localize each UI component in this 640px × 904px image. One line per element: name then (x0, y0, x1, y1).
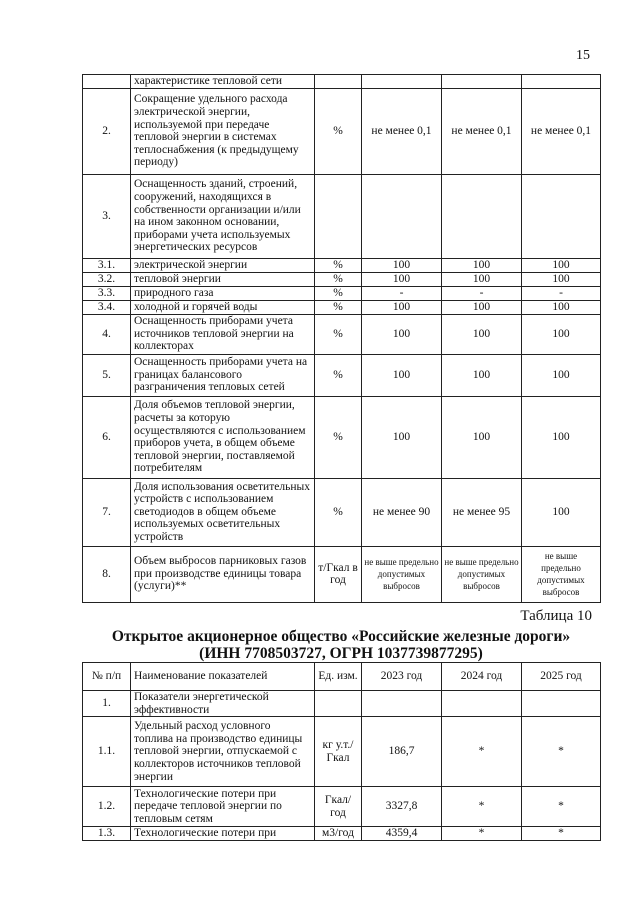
indicator-name-cell: Сокращение удельного расхода электрической энергии, используемой при передаче тепловой энергии в системах теплоснабжения (к предыдущему периоду) (131, 88, 315, 174)
indicator-name-cell: характеристике тепловой сети (131, 75, 315, 89)
table-row (83, 75, 601, 89)
table-row (83, 174, 601, 258)
row-number-cell: 5. (83, 354, 131, 396)
unit-cell (315, 691, 362, 717)
value-2024-cell: 100 (442, 272, 522, 286)
value-2024-cell: - (442, 286, 522, 300)
row-number-cell: 3.3. (83, 286, 131, 300)
row-number-cell: 3. (83, 174, 131, 258)
value-2023-cell (362, 691, 442, 717)
value-2025-cell: 100 (522, 354, 601, 396)
row-number-cell: 3.2. (83, 272, 131, 286)
table-row (83, 272, 601, 286)
row-number-cell: 1.1. (83, 717, 131, 787)
table-row (83, 88, 601, 174)
indicator-name-cell: Оснащенность приборами учета источников тепловой энергии на коллекторах (131, 314, 315, 354)
unit-cell: Гкал/ год (315, 787, 362, 827)
value-2024-cell: 100 (442, 396, 522, 478)
unit-cell: кг у.т./ Гкал (315, 717, 362, 787)
unit-cell: т/Гкал в год (315, 546, 362, 602)
indicator-name-cell: Удельный расход условного топлива на производство единицы тепловой энергии, отпускаемой с коллекторов источников тепловой энергии (131, 717, 315, 787)
value-2024-cell: * (442, 787, 522, 827)
indicator-name-cell: Оснащенность приборами учета на границах балансового разграничения тепловых сетей (131, 354, 315, 396)
value-2023-cell: не выше предельно допустимых выбросов (362, 546, 442, 602)
unit-cell: % (315, 314, 362, 354)
value-2025-cell: * (522, 717, 601, 787)
value-2023-cell: 2023 год (362, 663, 442, 691)
value-2023-cell: 100 (362, 258, 442, 272)
table-row (83, 258, 601, 272)
unit-cell: м3/год (315, 827, 362, 841)
table-row (83, 314, 601, 354)
value-2023-cell: не менее 90 (362, 478, 442, 546)
indicator-name-cell: холодной и горячей воды (131, 300, 315, 314)
value-2024-cell: * (442, 717, 522, 787)
value-2025-cell (522, 75, 601, 89)
indicator-name-cell: Показатели энергетической эффективности (131, 691, 315, 717)
value-2023-cell (362, 174, 442, 258)
value-2024-cell: 100 (442, 300, 522, 314)
table-row (83, 787, 601, 827)
indicator-name-cell: Наименование показателей (131, 663, 315, 691)
value-2025-cell: 100 (522, 478, 601, 546)
table-row (83, 717, 601, 787)
value-2024-cell: * (442, 827, 522, 841)
unit-cell (315, 174, 362, 258)
row-number-cell: 3.1. (83, 258, 131, 272)
indicator-name-cell: Объем выбросов парниковых газов при производстве единицы товара (услуги)** (131, 546, 315, 602)
table-row (83, 546, 601, 602)
value-2023-cell: 4359,4 (362, 827, 442, 841)
unit-cell: % (315, 258, 362, 272)
value-2024-cell: не выше предельно допустимых выбросов (442, 546, 522, 602)
table-caption: Таблица 10 (520, 608, 592, 624)
row-number-cell: № п/п (83, 663, 131, 691)
value-2025-cell: не менее 0,1 (522, 88, 601, 174)
unit-cell: % (315, 88, 362, 174)
value-2025-cell: * (522, 787, 601, 827)
value-2023-cell: - (362, 286, 442, 300)
value-2023-cell: не менее 0,1 (362, 88, 442, 174)
row-number-cell: 8. (83, 546, 131, 602)
organization-ids: (ИНН 7708503727, ОГРН 1037739877295) (199, 645, 483, 662)
value-2024-cell (442, 174, 522, 258)
value-2025-cell: 100 (522, 396, 601, 478)
indicators-table-continued (82, 74, 601, 603)
indicator-name-cell: природного газа (131, 286, 315, 300)
value-2024-cell: 100 (442, 314, 522, 354)
unit-cell: % (315, 272, 362, 286)
value-2024-cell (442, 691, 522, 717)
organization-title: Открытое акционерное общество «Российские железные дороги» (111, 628, 571, 645)
value-2025-cell: 100 (522, 300, 601, 314)
indicator-name-cell: Оснащенность зданий, строений, сооружений, находящихся в собственности организации и/или на ином законном основании, приборами учета используемых энергетических ресурсов (131, 174, 315, 258)
indicator-name-cell: электрической энергии (131, 258, 315, 272)
indicator-name-cell: Технологические потери при (131, 827, 315, 841)
table-row (83, 478, 601, 546)
value-2025-cell: 2025 год (522, 663, 601, 691)
unit-cell: % (315, 286, 362, 300)
table-row (83, 354, 601, 396)
value-2025-cell: не выше предельно допустимых выбросов (522, 546, 601, 602)
value-2025-cell (522, 174, 601, 258)
table-row (83, 286, 601, 300)
row-number-cell: 6. (83, 396, 131, 478)
table-row (83, 691, 601, 717)
value-2023-cell (362, 75, 442, 89)
value-2024-cell: не менее 0,1 (442, 88, 522, 174)
value-2023-cell: 186,7 (362, 717, 442, 787)
row-number-cell: 1. (83, 691, 131, 717)
unit-cell: % (315, 396, 362, 478)
row-number-cell: 1.3. (83, 827, 131, 841)
value-2023-cell: 100 (362, 272, 442, 286)
indicator-name-cell: Доля использования осветительных устройств с использованием светодиодов в общем объеме используемых осветительных устройств (131, 478, 315, 546)
value-2025-cell: - (522, 286, 601, 300)
value-2025-cell: 100 (522, 272, 601, 286)
value-2023-cell: 3327,8 (362, 787, 442, 827)
value-2023-cell: 100 (362, 396, 442, 478)
unit-cell: % (315, 354, 362, 396)
table-row (83, 827, 601, 841)
value-2024-cell: не менее 95 (442, 478, 522, 546)
page-number: 15 (576, 48, 590, 63)
table-row (83, 300, 601, 314)
row-number-cell: 1.2. (83, 787, 131, 827)
row-number-cell (83, 75, 131, 89)
value-2025-cell: 100 (522, 258, 601, 272)
row-number-cell: 4. (83, 314, 131, 354)
row-number-cell: 7. (83, 478, 131, 546)
value-2024-cell: 2024 год (442, 663, 522, 691)
indicator-name-cell: тепловой энергии (131, 272, 315, 286)
value-2025-cell: * (522, 827, 601, 841)
row-number-cell: 3.4. (83, 300, 131, 314)
value-2023-cell: 100 (362, 314, 442, 354)
value-2024-cell: 100 (442, 354, 522, 396)
indicator-name-cell: Технологические потери при передаче тепловой энергии по тепловым сетям (131, 787, 315, 827)
value-2025-cell (522, 691, 601, 717)
value-2025-cell: 100 (522, 314, 601, 354)
table-row (83, 396, 601, 478)
unit-cell: % (315, 300, 362, 314)
value-2024-cell (442, 75, 522, 89)
row-number-cell: 2. (83, 88, 131, 174)
table-header-row (83, 663, 601, 691)
value-2024-cell: 100 (442, 258, 522, 272)
value-2023-cell: 100 (362, 354, 442, 396)
unit-cell: Ед. изм. (315, 663, 362, 691)
rzd-indicators-table (82, 662, 601, 841)
unit-cell: % (315, 478, 362, 546)
unit-cell (315, 75, 362, 89)
indicator-name-cell: Доля объемов тепловой энергии, расчеты за которую осуществляются с использованием приборов учета, в общем объеме тепловой энергии, поставляемой потребителям (131, 396, 315, 478)
value-2023-cell: 100 (362, 300, 442, 314)
